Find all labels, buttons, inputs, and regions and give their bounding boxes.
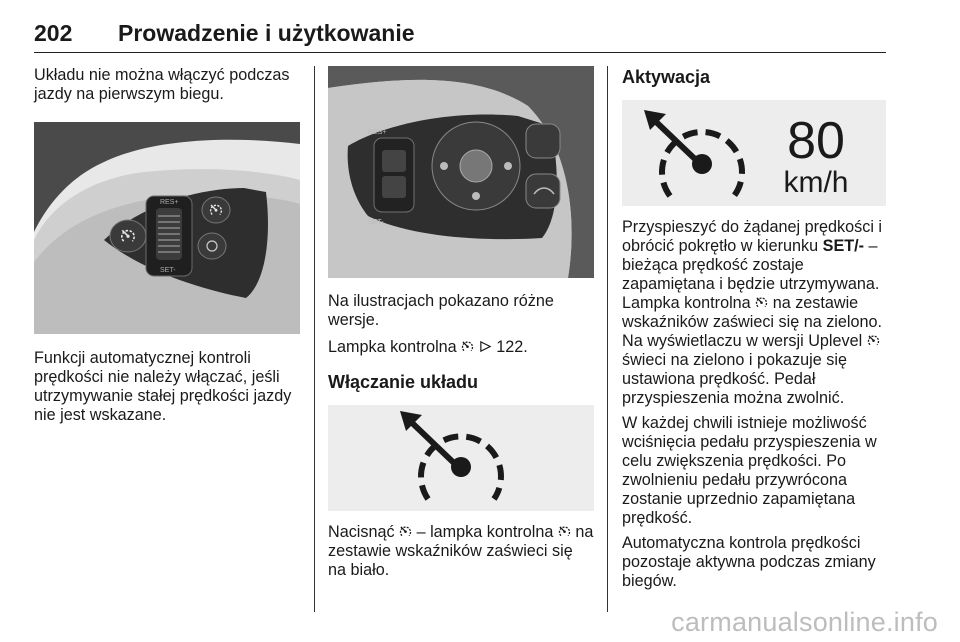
- section-heading-activation: Aktywacja: [622, 67, 711, 87]
- cruise-control-icon: [867, 334, 880, 347]
- page-header: [34, 18, 886, 53]
- section-heading-enable: Włączanie układu: [328, 372, 479, 392]
- display-speed: 80: [787, 112, 845, 170]
- page-number: 202: [34, 20, 73, 46]
- set-label-text: SET/-: [822, 237, 865, 255]
- warning-text: Funkcji automatycznej kontroli prędkości nie należy włączać, jeśli utrzymywanie stałej prędkości jazdy nie jest wskazane.: [34, 349, 292, 424]
- column-left: [34, 66, 300, 425]
- chapter-title: Prowadzenie i użytkowanie: [118, 20, 415, 46]
- display-unit: km/h: [783, 166, 849, 199]
- res-label: RES+: [160, 199, 179, 206]
- accelerator-paragraph: W każdej chwili istnieje możliwość wciśnięcia pedału przyspieszenia w celu zwiększenia prędkości. Po zwolnieniu pedału przywrócona zostanie uprzednio zapamiętana prędkość.: [622, 414, 877, 527]
- set-label: SET-: [160, 267, 176, 274]
- gear-change-paragraph: Automatyczna kontrola prędkości pozostaje aktywna podczas zmiany biegów.: [622, 534, 876, 590]
- page-reference-icon: [479, 340, 492, 353]
- lamp-reference: Lampka kontrolna 122.: [328, 338, 528, 356]
- set-label-alt: SET-: [368, 219, 384, 226]
- cruise-control-icon: [461, 340, 474, 353]
- watermark: carmanualsonline.info: [671, 607, 938, 637]
- column-right: [622, 66, 886, 591]
- res-label-alt: RES+: [368, 129, 387, 136]
- steering-wheel-controls-figure-alt: [328, 66, 594, 278]
- cruise-control-icon: [755, 296, 768, 309]
- intro-text: Układu nie można włączyć podczas jazdy na pierwszym biegu.: [34, 66, 290, 103]
- cruise-control-symbol-figure: [328, 405, 594, 511]
- column-divider: [314, 66, 315, 612]
- figure-caption: Na ilustracjach pokazano różne wersje.: [328, 292, 554, 329]
- activation-display-figure: [622, 100, 886, 206]
- activation-paragraph: Przyspieszyć do żądanej prędkości i obrócić pokrętło w kierunku SET/- – bieżąca prędkość zostaje zapamiętana i będzie utrzymywana. Lampka kontrolna na zestawie wskaźników zaświeci się na zielono. Na wyświetlaczu w wersji Uplevel świeci na zielono i pokazuje się ustawiona prędkość. Pedał przyspieszenia można zwolnić.: [622, 218, 883, 407]
- press-instruction: Nacisnąć – lampka kontrolna na zestawie wskaźników zaświeci się na biało.: [328, 523, 594, 579]
- column-divider: [607, 66, 608, 612]
- cruise-control-icon: [558, 525, 571, 538]
- column-middle: [328, 66, 594, 580]
- steering-wheel-controls-figure: [34, 122, 300, 334]
- cruise-control-icon: [399, 525, 412, 538]
